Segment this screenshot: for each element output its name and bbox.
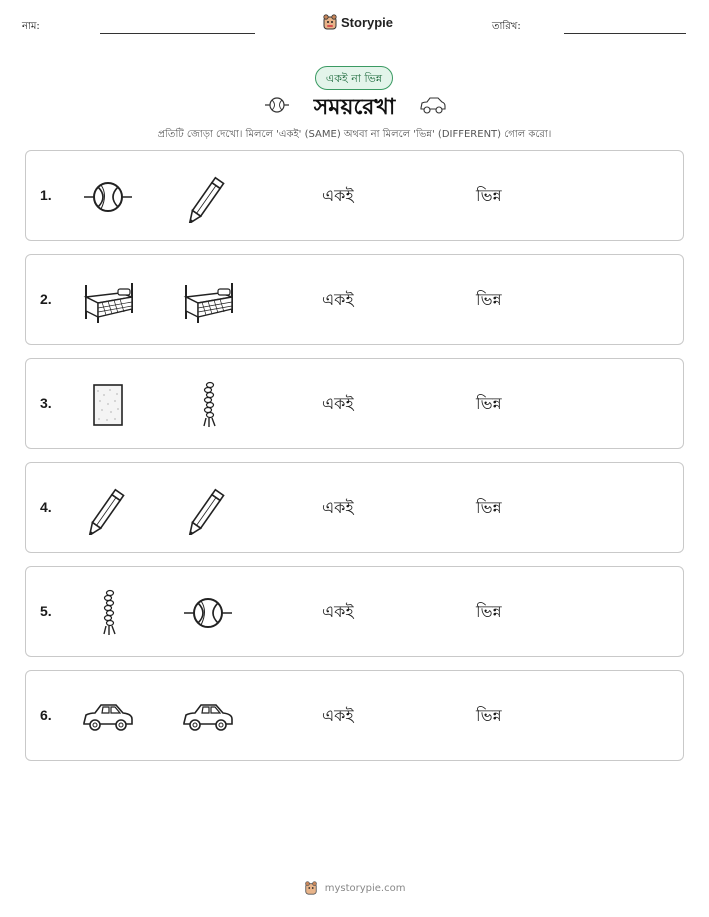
car-icon bbox=[418, 95, 448, 115]
date-field-line[interactable] bbox=[564, 33, 686, 34]
different-option[interactable]: ভিন্ন bbox=[476, 186, 502, 205]
row-number: 3. bbox=[40, 395, 52, 411]
different-option[interactable]: ভিন্ন bbox=[476, 602, 502, 621]
same-option[interactable]: একই bbox=[322, 394, 354, 413]
exercise-row bbox=[25, 150, 684, 241]
page-title: সময়রেখা bbox=[313, 95, 396, 120]
mascot-icon bbox=[304, 880, 318, 896]
pencil-icon bbox=[80, 483, 136, 535]
row-number: 2. bbox=[40, 291, 52, 307]
same-option[interactable]: একই bbox=[322, 290, 354, 309]
ball-icon bbox=[80, 171, 136, 223]
exercise-row bbox=[25, 254, 684, 345]
mascot-icon bbox=[322, 13, 338, 31]
footer bbox=[0, 880, 709, 896]
pencil-icon bbox=[180, 483, 236, 535]
name-field-line[interactable] bbox=[100, 33, 255, 34]
rope-icon bbox=[180, 379, 236, 431]
car-icon bbox=[180, 691, 236, 743]
brand-name: Storypie bbox=[341, 14, 394, 30]
instructions-text: প্রতিটি জোড়া দেখো। মিললে 'একই' (SAME) অথবা না মিললে 'ভিন্ন' (DIFFERENT) গোল করো। bbox=[157, 129, 552, 140]
row-number: 4. bbox=[40, 499, 52, 515]
footer-url: mystorypie.com bbox=[324, 883, 406, 894]
different-option[interactable]: ভিন্ন bbox=[476, 706, 502, 725]
exercise-row bbox=[25, 462, 684, 553]
row-number: 1. bbox=[40, 187, 52, 203]
different-option[interactable]: ভিন্ন bbox=[476, 498, 502, 517]
rope-icon bbox=[80, 587, 136, 639]
pencil-icon bbox=[180, 171, 236, 223]
paper-icon bbox=[80, 379, 136, 431]
same-option[interactable]: একই bbox=[322, 706, 354, 725]
exercise-row bbox=[25, 566, 684, 657]
ball-icon bbox=[180, 587, 236, 639]
different-option[interactable]: ভিন্ন bbox=[476, 394, 502, 413]
different-option[interactable]: ভিন্ন bbox=[476, 290, 502, 309]
same-option[interactable]: একই bbox=[322, 498, 354, 517]
name-label: নাম: bbox=[22, 21, 40, 32]
row-number: 6. bbox=[40, 707, 52, 723]
row-number: 5. bbox=[40, 603, 52, 619]
topic-badge: একই না ভিন্ন bbox=[315, 66, 393, 90]
same-option[interactable]: একই bbox=[322, 602, 354, 621]
exercise-row bbox=[25, 358, 684, 449]
date-label: তারিখ: bbox=[492, 21, 521, 32]
bed-icon bbox=[80, 275, 136, 327]
bed-icon bbox=[180, 275, 236, 327]
storypie-logo bbox=[322, 13, 393, 31]
car-icon bbox=[80, 691, 136, 743]
same-option[interactable]: একই bbox=[322, 186, 354, 205]
exercise-row bbox=[25, 670, 684, 761]
